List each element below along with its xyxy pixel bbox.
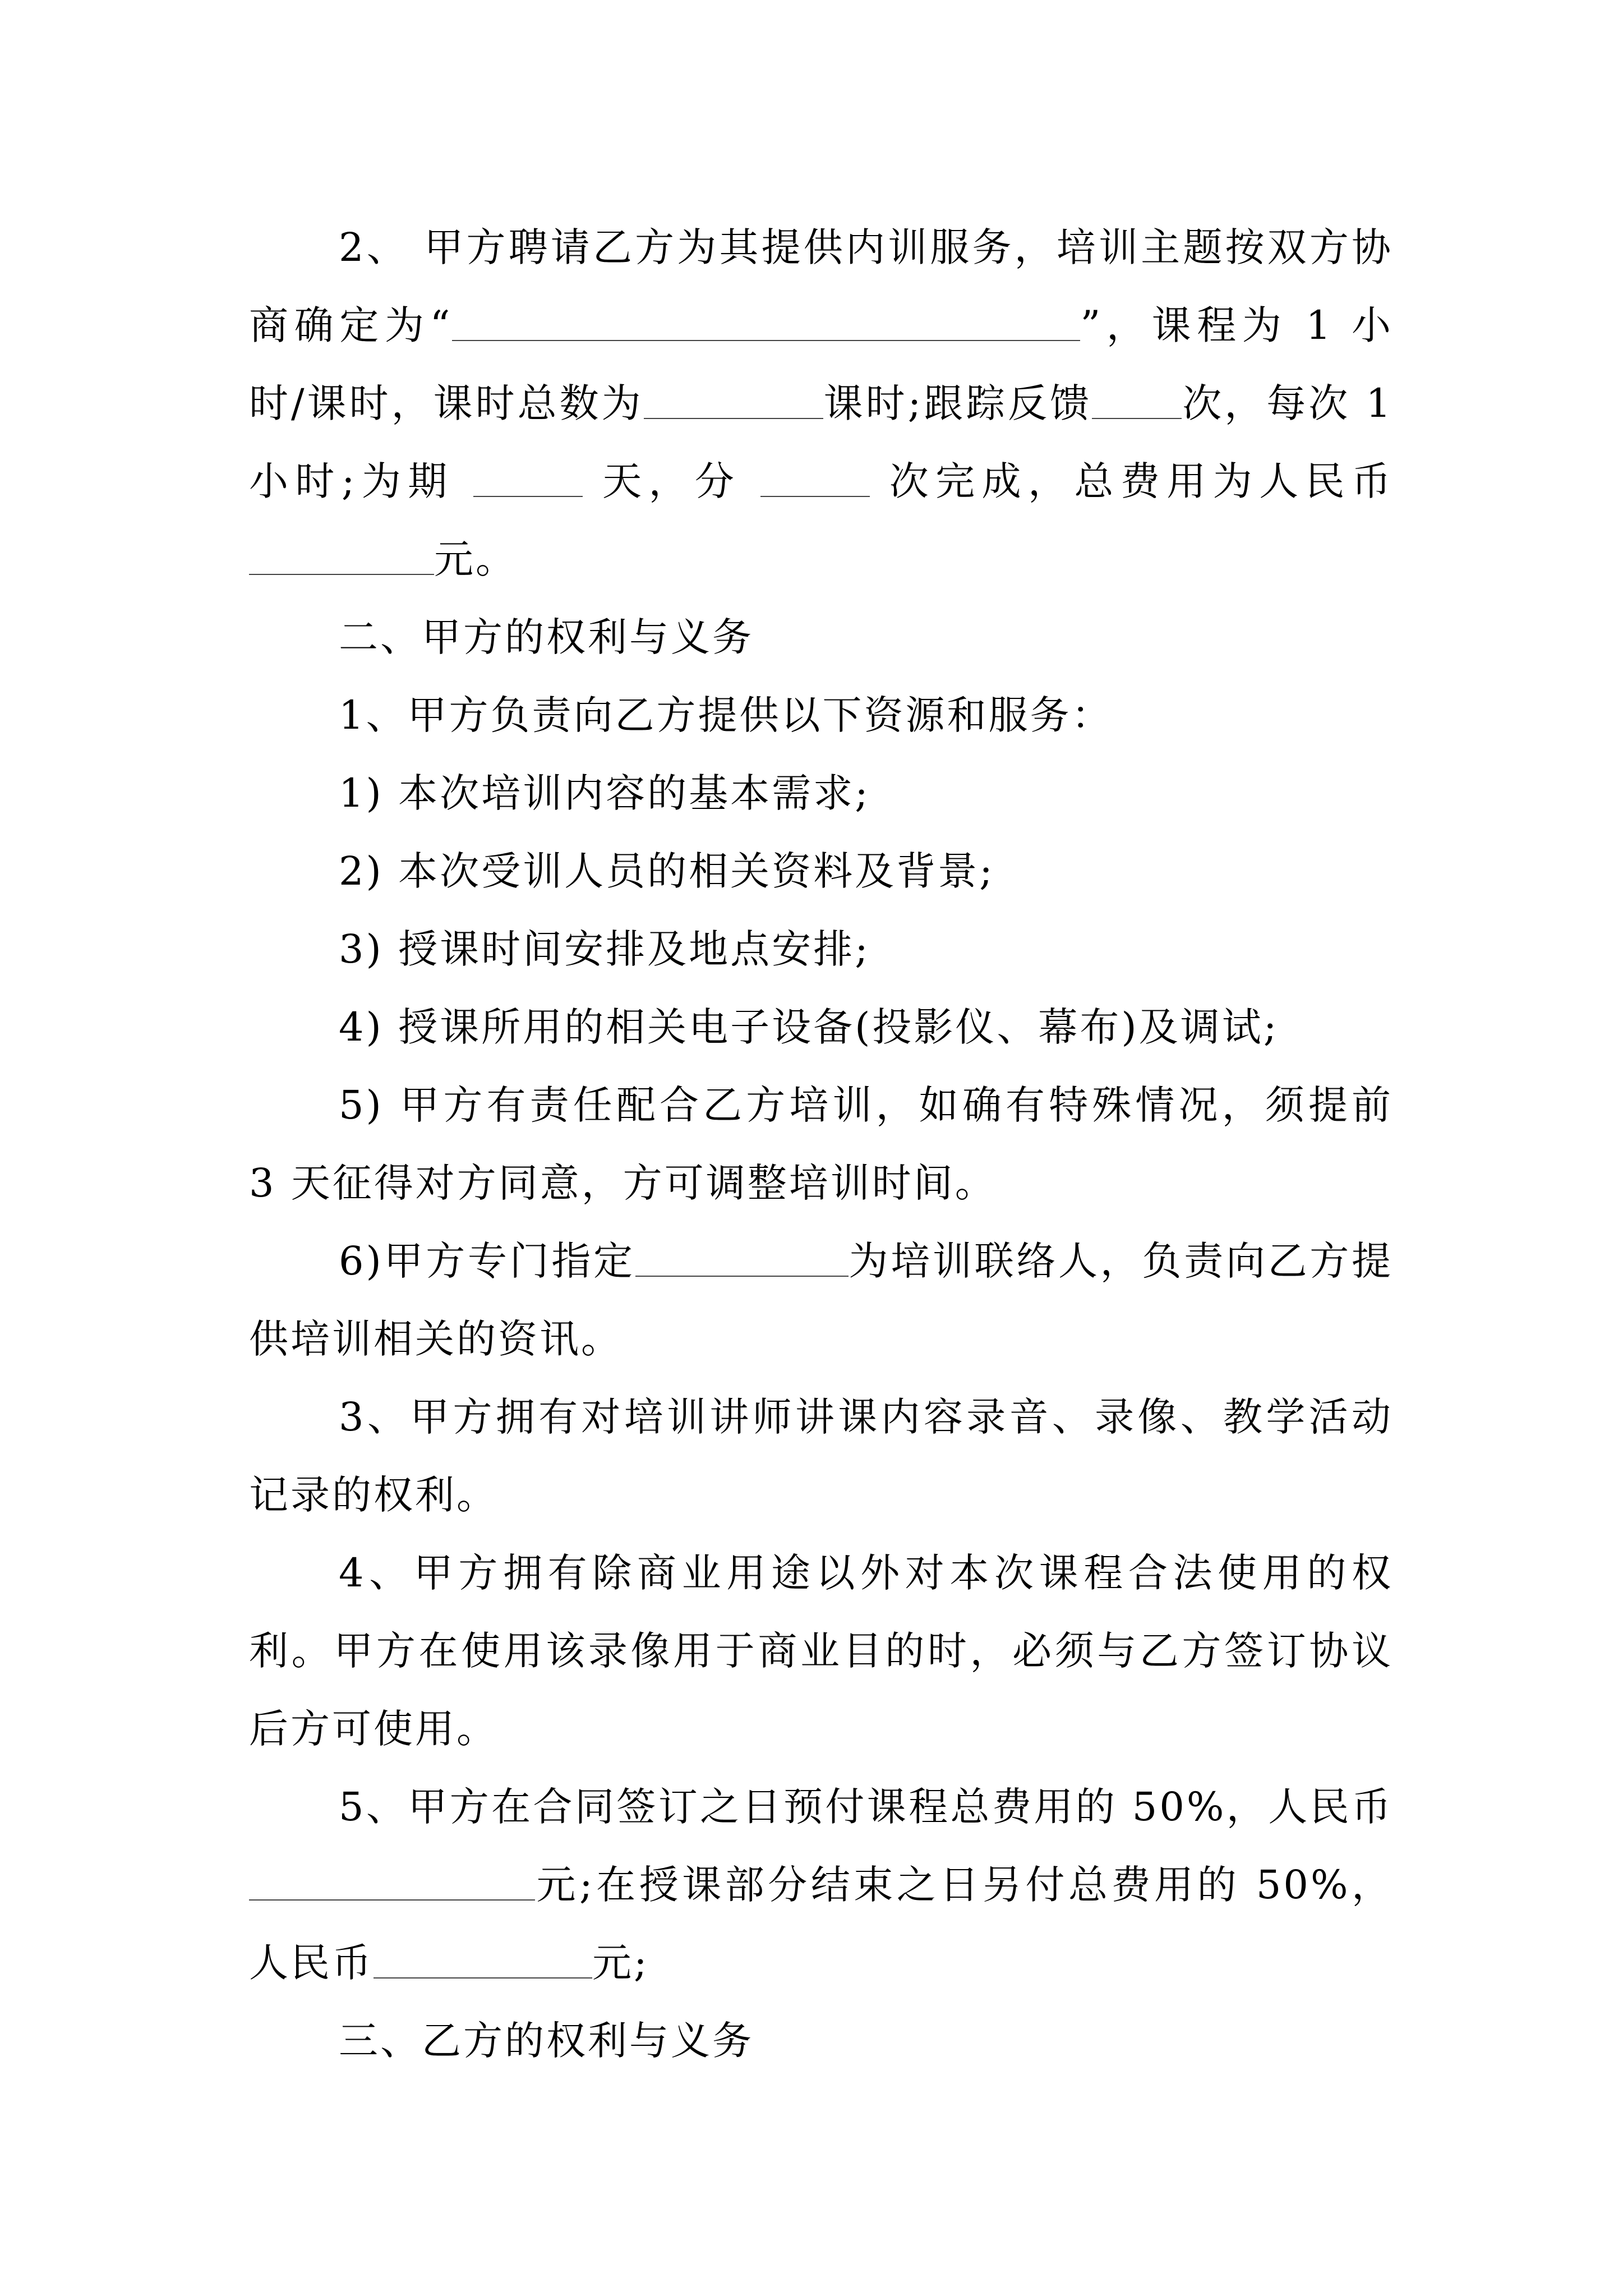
list-item-4 bbox=[249, 988, 1393, 1066]
text-segment: 为培训联络人，负责向乙方提供培训相关的资讯。 bbox=[249, 1238, 1393, 1362]
list-item-text: 3) 授课时间安排及地点安排; bbox=[339, 926, 870, 972]
list-item-text: 2) 本次受训人员的相关资料及背景; bbox=[339, 848, 995, 894]
section-heading-text: 二、甲方的权利与义务 bbox=[339, 614, 754, 660]
list-item-text: 5) 甲方有责任配合乙方培训，如确有特殊情况，须提前 3 天征得对方同意，方可调整培训时间。 bbox=[249, 1082, 1393, 1206]
document-body bbox=[249, 209, 1393, 2080]
blank-field-total-hours[interactable] bbox=[644, 385, 823, 418]
text-segment: 天，分 bbox=[583, 458, 761, 504]
list-item-6 bbox=[249, 1222, 1393, 1378]
text-segment: 5、甲方在合同签订之日预付课程总费用的 50%，人民币 bbox=[339, 1784, 1393, 1830]
list-item-text: 4) 授课所用的相关电子设备(投影仪、幕布)及调试; bbox=[339, 1004, 1279, 1050]
section-heading-party-b bbox=[249, 2002, 1393, 2080]
clause-text: 4、甲方拥有除商业用途以外对本次课程合法使用的权利。甲方在使用该录像用于商业目的时，必须与乙方签订协议后方可使用。 bbox=[249, 1550, 1393, 1752]
text-segment: 元;在授课部分结束之日另付总费用的 50%，人民币 bbox=[249, 1862, 1393, 1986]
blank-field-follow-up-count[interactable] bbox=[1092, 385, 1182, 418]
text-segment: 6)甲方专门指定 bbox=[339, 1238, 635, 1284]
text-segment: 课时;跟踪反馈 bbox=[823, 380, 1092, 426]
text-segment: 次完成，总费用为人民币 bbox=[870, 458, 1393, 504]
section-heading-party-a bbox=[249, 599, 1393, 677]
blank-field-prepayment[interactable] bbox=[249, 1867, 535, 1900]
blank-field-final-payment[interactable] bbox=[374, 1945, 592, 1978]
paragraph-training-terms bbox=[249, 209, 1393, 599]
clause-text: 3、甲方拥有对培训讲师讲课内容录音、录像、教学活动记录的权利。 bbox=[249, 1394, 1393, 1518]
paragraph-clause-a3 bbox=[249, 1378, 1393, 1534]
text-segment: ”，课程为 1 小时/课时，课时总数为 bbox=[249, 302, 1393, 426]
list-item-5 bbox=[249, 1066, 1393, 1222]
text-segment: 元。 bbox=[434, 536, 517, 582]
text-segment: 次，每次 1 小时;为期 bbox=[249, 380, 1393, 504]
blank-field-total-fee[interactable] bbox=[249, 541, 434, 574]
paragraph-clause-a5 bbox=[249, 1768, 1393, 2002]
paragraph-clause-a4 bbox=[249, 1534, 1393, 1768]
list-item-1 bbox=[249, 754, 1393, 832]
blank-field-training-topic[interactable] bbox=[452, 307, 1080, 341]
blank-field-days[interactable] bbox=[473, 463, 583, 496]
list-item-3 bbox=[249, 910, 1393, 988]
list-item-text: 1) 本次培训内容的基本需求; bbox=[339, 770, 870, 816]
clause-text: 1、甲方负责向乙方提供以下资源和服务： bbox=[339, 692, 1113, 738]
text-segment: 元; bbox=[592, 1940, 649, 1986]
list-item-2 bbox=[249, 832, 1393, 910]
paragraph-clause-a1 bbox=[249, 677, 1393, 754]
blank-field-contact-person[interactable] bbox=[635, 1243, 849, 1276]
blank-field-sessions[interactable] bbox=[760, 463, 870, 496]
section-heading-text: 三、乙方的权利与义务 bbox=[339, 2018, 754, 2064]
text-segment: 2、 甲方聘请乙方为其提供内训服务，培训主题按双方协商确定为“ bbox=[249, 224, 1393, 348]
